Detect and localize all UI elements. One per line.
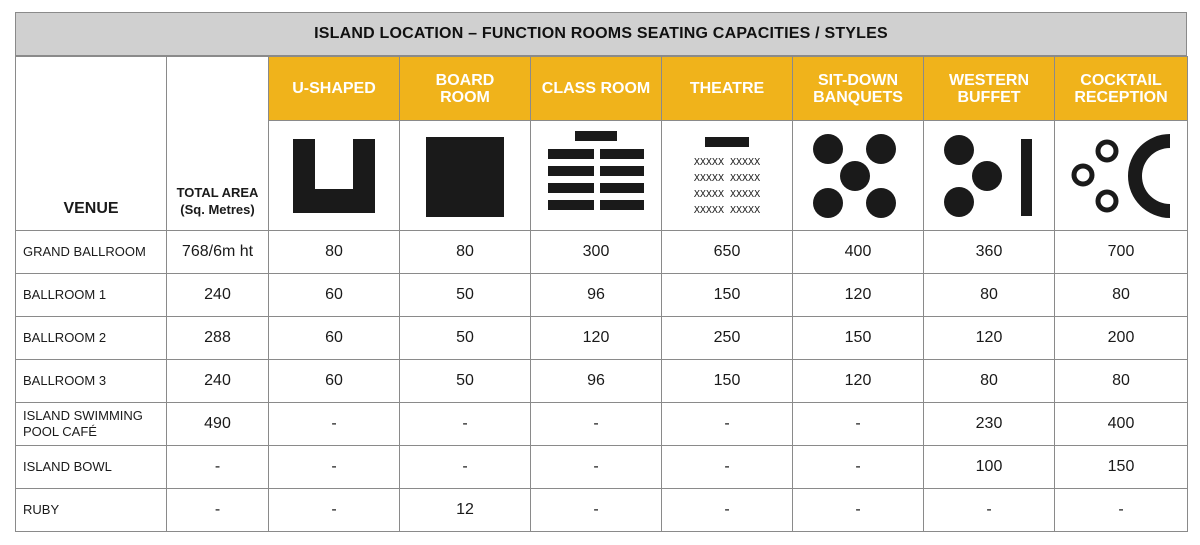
total-area: 288: [167, 317, 269, 360]
cocktail-icon-cell: [1055, 121, 1188, 231]
total-area: 490: [167, 403, 269, 446]
style-header-class-room: [531, 57, 662, 121]
capacity-cell: 120: [531, 317, 662, 360]
style-label: ROOM: [440, 88, 490, 106]
style-label: SIT-DOWN: [818, 71, 898, 89]
capacity-cell: 80: [924, 274, 1055, 317]
total-area: 240: [167, 274, 269, 317]
capacity-cell: 80: [1055, 274, 1188, 317]
capacity-cell: 650: [662, 231, 793, 274]
capacity-cell: 96: [531, 360, 662, 403]
capacity-cell: -: [531, 489, 662, 532]
style-header-western-buffet: [924, 57, 1055, 121]
capacity-cell: 120: [793, 360, 924, 403]
capacity-cell: 150: [662, 274, 793, 317]
u-shape-icon: [289, 131, 379, 221]
style-header-sit-down-banquets: [793, 57, 924, 121]
total-area: -: [167, 489, 269, 532]
style-header-board-room: [400, 57, 531, 121]
cocktail-icon: [1066, 131, 1176, 221]
style-label: CLASS ROOM: [541, 80, 651, 97]
area-header-line1: TOTAL AREA: [176, 185, 259, 200]
theatre-icon: [677, 131, 777, 221]
style-header-row: [16, 57, 1188, 121]
capacity-cell: 12: [400, 489, 531, 532]
table-row: [16, 489, 1188, 532]
theatre-seat-row: XXXXX XXXXX: [693, 188, 761, 200]
capacity-cell: 50: [400, 360, 531, 403]
style-header-u-shaped: [269, 57, 400, 121]
capacity-cell: 120: [924, 317, 1055, 360]
theatre-seat-row: XXXXX XXXXX: [693, 172, 761, 184]
banquet-icon: [808, 131, 908, 221]
style-label: BANQUETS: [813, 88, 903, 106]
style-label: U-SHAPED: [292, 80, 376, 97]
capacity-cell: 250: [662, 317, 793, 360]
style-label: BOARD: [435, 71, 495, 89]
capacity-cell: 80: [400, 231, 531, 274]
capacity-cell: 360: [924, 231, 1055, 274]
venue-name-line2: POOL CAFÉ: [23, 424, 97, 439]
capacity-cell: 120: [793, 274, 924, 317]
capacity-cell: 80: [269, 231, 400, 274]
area-column-header: [167, 57, 269, 231]
capacity-cell: -: [662, 446, 793, 489]
buffet-icon-cell: [924, 121, 1055, 231]
total-area: 768/6m ht: [167, 231, 269, 274]
capacity-cell: -: [269, 403, 400, 446]
table-row: [16, 403, 1188, 446]
capacity-cell: -: [793, 489, 924, 532]
theatre-icon-cell: [662, 121, 793, 231]
capacity-cell: 80: [924, 360, 1055, 403]
style-label: BUFFET: [957, 88, 1021, 106]
capacity-cell: -: [531, 446, 662, 489]
total-area: 240: [167, 360, 269, 403]
u-shape-icon-cell: [269, 121, 400, 231]
capacity-cell: 100: [924, 446, 1055, 489]
capacity-cell: 150: [793, 317, 924, 360]
table-row: [16, 231, 1188, 274]
style-header-theatre: [662, 57, 793, 121]
capacity-cell: -: [662, 403, 793, 446]
class-room-icon: [546, 131, 646, 221]
capacity-cell: -: [924, 489, 1055, 532]
style-label: WESTERN: [949, 71, 1029, 89]
capacity-cell: 400: [793, 231, 924, 274]
style-label: COCKTAIL: [1080, 71, 1162, 89]
style-label: THEATRE: [689, 80, 765, 97]
capacity-cell: 96: [531, 274, 662, 317]
venue-name: RUBY: [16, 489, 167, 532]
capacity-cell: -: [1055, 489, 1188, 532]
venue-name: ISLAND BOWL: [16, 446, 167, 489]
table-row: [16, 360, 1188, 403]
venue-name: BALLROOM 3: [16, 360, 167, 403]
venue-name-line1: ISLAND SWIMMING: [23, 408, 143, 423]
capacity-cell: 50: [400, 317, 531, 360]
capacity-cell: -: [400, 403, 531, 446]
capacity-cell: -: [793, 403, 924, 446]
table-row: [16, 317, 1188, 360]
venue-column-header: VENUE: [16, 57, 167, 231]
capacity-cell: 150: [1055, 446, 1188, 489]
capacity-cell: 60: [269, 317, 400, 360]
theatre-seat-row: XXXXX XXXXX: [693, 156, 761, 168]
capacity-cell: 80: [1055, 360, 1188, 403]
capacity-cell: 150: [662, 360, 793, 403]
area-header-line2: (Sq. Metres): [180, 202, 255, 217]
venue-name: [16, 403, 167, 446]
style-label: RECEPTION: [1074, 88, 1168, 106]
class-room-icon-cell: [531, 121, 662, 231]
board-room-icon-cell: [400, 121, 531, 231]
venue-name: BALLROOM 2: [16, 317, 167, 360]
capacity-cell: -: [793, 446, 924, 489]
capacity-cell: -: [400, 446, 531, 489]
theatre-seat-row: XXXXX XXXXX: [693, 204, 761, 216]
venue-name: BALLROOM 1: [16, 274, 167, 317]
capacity-cell: 300: [531, 231, 662, 274]
capacity-cell: 50: [400, 274, 531, 317]
capacity-cell: 200: [1055, 317, 1188, 360]
capacity-cell: 400: [1055, 403, 1188, 446]
capacity-cell: 230: [924, 403, 1055, 446]
capacity-cell: -: [662, 489, 793, 532]
table-row: [16, 274, 1188, 317]
capacity-cell: 700: [1055, 231, 1188, 274]
capacity-cell: 60: [269, 274, 400, 317]
capacity-cell: -: [269, 489, 400, 532]
venue-name: GRAND BALLROOM: [16, 231, 167, 274]
capacity-cell: -: [269, 446, 400, 489]
buffet-icon: [939, 131, 1039, 221]
board-room-icon: [420, 131, 510, 221]
table-row: [16, 446, 1188, 489]
page-title: ISLAND LOCATION – FUNCTION ROOMS SEATING CAPACITIES / STYLES: [15, 12, 1187, 56]
banquet-icon-cell: [793, 121, 924, 231]
style-header-cocktail-reception: [1055, 57, 1188, 121]
capacity-table: [15, 56, 1188, 532]
capacity-cell: -: [531, 403, 662, 446]
total-area: -: [167, 446, 269, 489]
capacity-cell: 60: [269, 360, 400, 403]
